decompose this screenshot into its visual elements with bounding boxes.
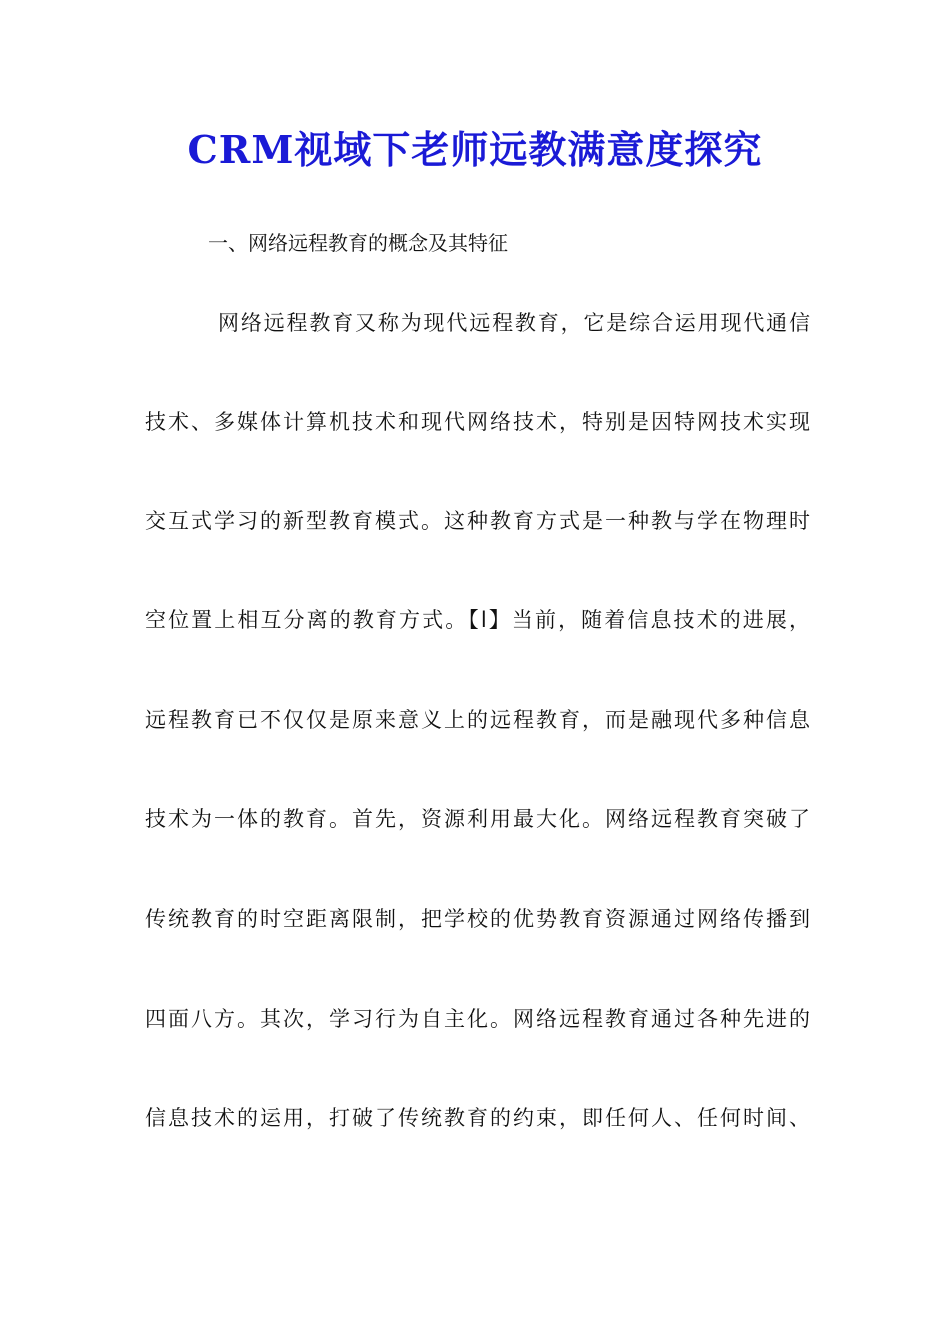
paragraph-line: 信息技术的运用，打破了传统教育的约束，即任何人、任何时间、 bbox=[145, 1106, 810, 1130]
paragraph-line: 技术、多媒体计算机技术和现代网络技术，特别是因特网技术实现 bbox=[145, 410, 810, 434]
paragraph-line: 传统教育的时空距离限制，把学校的优势教育资源通过网络传播到 bbox=[145, 907, 810, 931]
paragraph-line: 空位置上相互分离的教育方式。【l】当前，随着信息技术的进展， bbox=[145, 608, 810, 632]
paragraph-line: 技术为一体的教育。首先，资源利用最大化。网络远程教育突破了 bbox=[145, 807, 810, 831]
paragraph-line: 网络远程教育又称为现代远程教育，它是综合运用现代通信 bbox=[218, 311, 810, 335]
paragraph-line: 交互式学习的新型教育模式。这种教育方式是一种教与学在物理时 bbox=[145, 509, 810, 533]
section-heading: 一、网络远程教育的概念及其特征 bbox=[208, 231, 508, 255]
document-title: CRM视域下老师远教满意度探究 bbox=[187, 127, 763, 172]
paragraph-line: 远程教育已不仅仅是原来意义上的远程教育，而是融现代多种信息 bbox=[145, 708, 810, 732]
paragraph-line: 四面八方。其次，学习行为自主化。网络远程教育通过各种先进的 bbox=[145, 1007, 810, 1031]
